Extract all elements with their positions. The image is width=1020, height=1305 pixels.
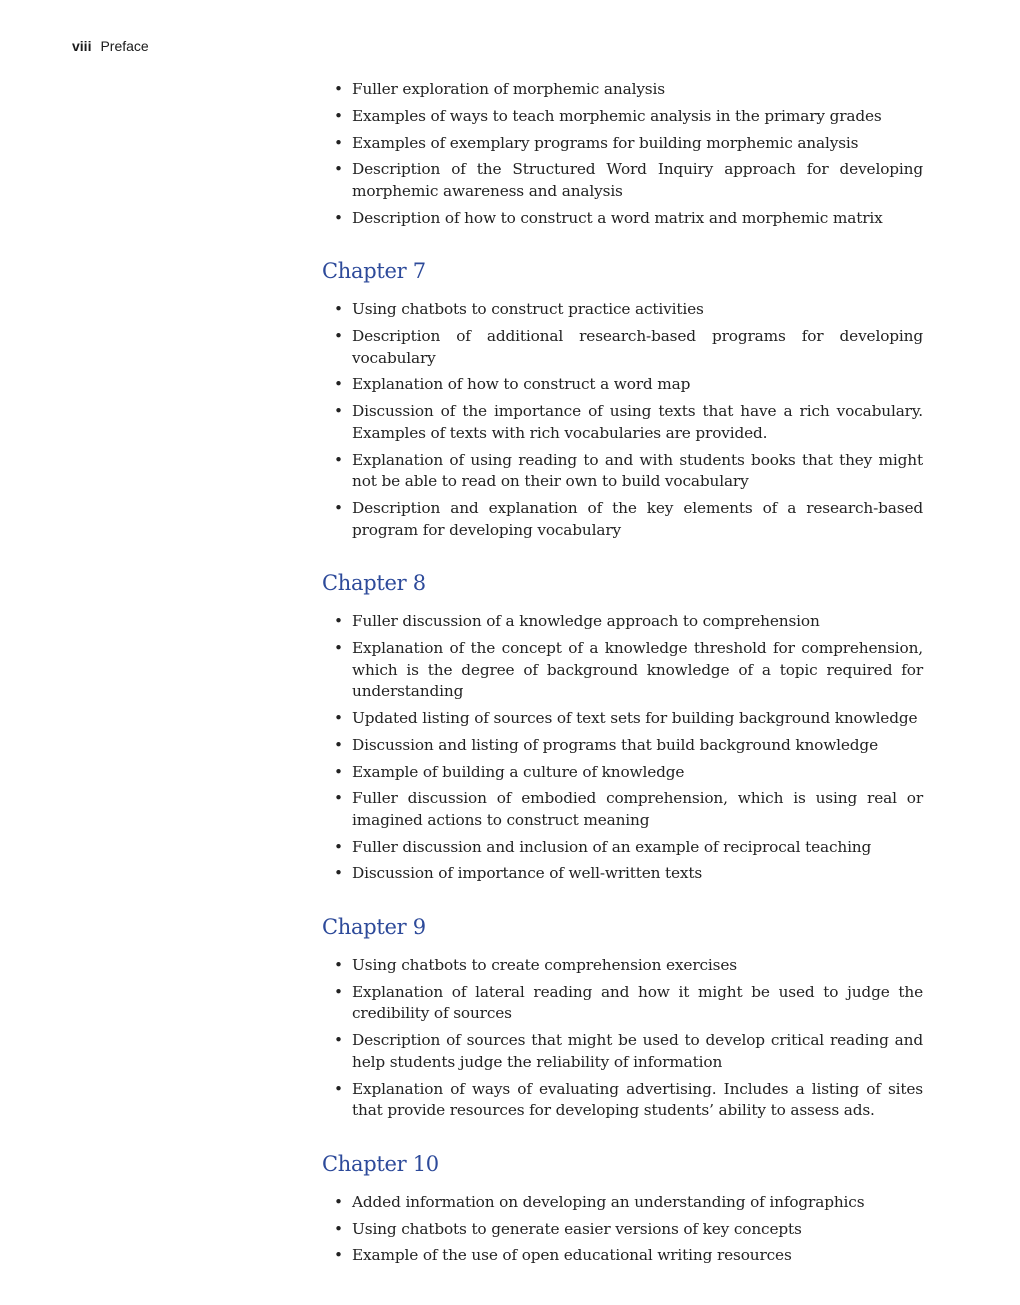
list-item: • Discussion of importance of well-written texts <box>322 863 923 885</box>
list-item: • Explanation of the concept of a knowledge threshold for comprehension, which is the degree of background knowledge of a topic required for understanding <box>322 638 923 703</box>
section-title: Preface <box>100 38 149 54</box>
chapter-8-section <box>322 569 923 885</box>
list-item: • Explanation of lateral reading and how it might be used to judge the credibility of sources <box>322 982 923 1025</box>
list-item: • Description of sources that might be used to develop critical reading and help students judge the reliability of information <box>322 1030 923 1073</box>
list-item: • Description of additional research-based programs for developing vocabulary <box>322 326 923 369</box>
chapter-bullet-list <box>322 955 923 1122</box>
chapter-bullet-list <box>322 611 923 885</box>
list-item: • Example of building a culture of knowledge <box>322 762 923 784</box>
list-item: • Examples of ways to teach morphemic analysis in the primary grades <box>322 106 923 128</box>
list-item: • Fuller exploration of morphemic analysis <box>322 79 923 101</box>
chapter-9-section <box>322 913 923 1122</box>
list-item: • Example of the use of open educational writing resources <box>322 1245 923 1267</box>
page-number: viii <box>72 38 92 54</box>
list-item: • Discussion and listing of programs that build background knowledge <box>322 735 923 757</box>
list-item: • Explanation of how to construct a word map <box>322 374 923 396</box>
list-item: • Explanation of ways of evaluating advertising. Includes a listing of sites that provide resources for developing students’ ability to assess ads. <box>322 1079 923 1122</box>
intro-bullet-list <box>322 79 923 229</box>
chapter-heading: Chapter 8 <box>322 571 426 596</box>
chapter-heading: Chapter 10 <box>322 1151 439 1176</box>
list-item: • Description and explanation of the key elements of a research-based program for developing vocabulary <box>322 498 923 541</box>
list-item: • Explanation of using reading to and with students books that they might not be able to read on their own to build vocabulary <box>322 450 923 493</box>
chapter-10-section <box>322 1150 923 1267</box>
list-item: • Examples of exemplary programs for building morphemic analysis <box>322 133 923 155</box>
list-item: • Using chatbots to generate easier versions of key concepts <box>322 1219 923 1241</box>
list-item: • Fuller discussion of a knowledge approach to comprehension <box>322 611 923 633</box>
chapter-heading: Chapter 7 <box>322 259 426 284</box>
list-item: • Description of how to construct a word matrix and morphemic matrix <box>322 208 923 230</box>
main-content <box>322 79 923 1272</box>
list-item: • Added information on developing an understanding of infographics <box>322 1192 923 1214</box>
list-item: • Using chatbots to create comprehension exercises <box>322 955 923 977</box>
chapter-heading: Chapter 9 <box>322 915 426 940</box>
list-item: • Fuller discussion of embodied comprehension, which is using real or imagined actions to construct meaning <box>322 788 923 831</box>
list-item: • Fuller discussion and inclusion of an example of reciprocal teaching <box>322 837 923 859</box>
running-head <box>72 36 149 56</box>
chapter-bullet-list <box>322 1192 923 1267</box>
list-item: • Description of the Structured Word Inquiry approach for developing morphemic awareness and analysis <box>322 159 923 202</box>
chapter-7-section <box>322 257 923 541</box>
chapter-bullet-list <box>322 299 923 541</box>
list-item: • Using chatbots to construct practice activities <box>322 299 923 321</box>
list-item: • Discussion of the importance of using texts that have a rich vocabulary. Examples of texts with rich vocabularies are provided. <box>322 401 923 444</box>
list-item: • Updated listing of sources of text sets for building background knowledge <box>322 708 923 730</box>
